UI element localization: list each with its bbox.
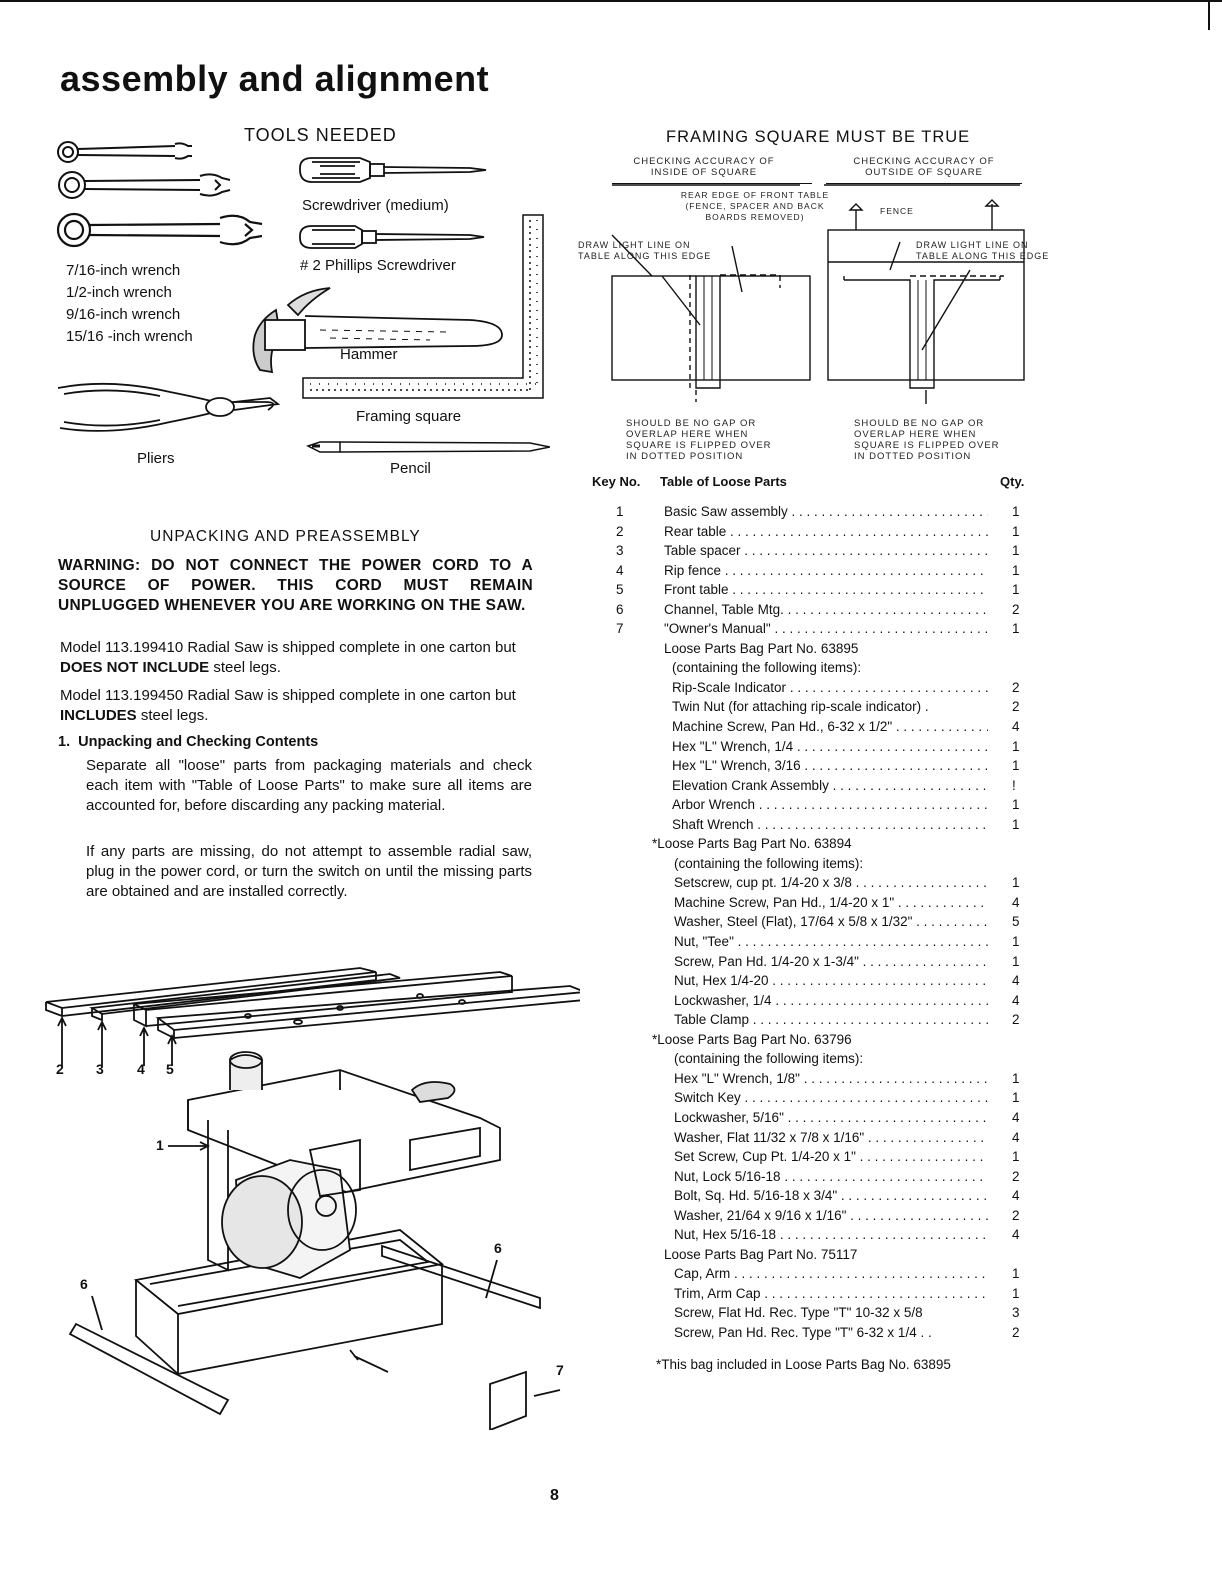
row-label: Table spacer . . . — [664, 541, 988, 561]
note-line: OVERLAP HERE WHEN — [854, 429, 977, 440]
table-row — [592, 600, 1032, 620]
caption-line: CHECKING ACCURACY OF — [853, 156, 995, 167]
caption-line: OUTSIDE OF SQUARE — [865, 167, 983, 178]
row-qty: 4 — [1012, 1227, 1020, 1243]
row-qty: 1 — [1012, 953, 1020, 969]
pliers-icon — [58, 384, 278, 431]
table-row — [592, 502, 1032, 522]
row-label: Screw, Pan Hd. Rec. Type "T" 6-32 x 1/4 . . — [674, 1324, 932, 1340]
row-qty: 4 — [1012, 973, 1020, 989]
table-row — [592, 1069, 1032, 1089]
pencil-icon — [308, 442, 550, 452]
row-qty: 4 — [1012, 719, 1020, 735]
table-row — [592, 678, 1032, 698]
row-label: (containing the following items): — [672, 660, 862, 676]
row-qty: 4 — [1012, 1129, 1020, 1145]
table-row — [592, 991, 1032, 1011]
row-label: Front table . . . — [664, 580, 988, 600]
row-qty: 1 — [1012, 1149, 1020, 1165]
phillips-screwdriver-icon — [300, 226, 484, 248]
step-number: 1. — [58, 734, 71, 750]
table-row — [592, 541, 1032, 561]
row-qty: 1 — [1012, 543, 1020, 559]
row-qty: 1 — [1012, 562, 1020, 578]
table-header — [592, 474, 1032, 489]
model-410-paragraph — [60, 638, 534, 678]
row-label: Washer, Flat 11/32 x 7/8 x 1/16" . . . — [674, 1128, 988, 1148]
row-qty: 4 — [1012, 1109, 1020, 1125]
table-row — [592, 756, 1032, 776]
fence-label: FENCE — [880, 206, 914, 216]
wrench-label: 15/16 -inch wrench — [66, 328, 193, 345]
table-row — [592, 952, 1032, 972]
row-qty: 1 — [1012, 797, 1020, 813]
row-label: *Loose Parts Bag Part No. 63796 — [652, 1031, 852, 1047]
note-line: BOARDS REMOVED) — [705, 212, 805, 222]
row-label: Hex "L" Wrench, 3/16 . . . — [672, 756, 988, 776]
step-heading — [58, 734, 318, 750]
key-header: Key No. — [592, 474, 641, 489]
screwdriver-icon — [300, 158, 486, 182]
row-label: Machine Screw, Pan Hd., 6-32 x 1/2" . . . — [672, 717, 988, 737]
row-key: 4 — [616, 562, 624, 578]
row-label: Arbor Wrench . . . — [672, 795, 988, 815]
row-label: Trim, Arm Cap . . . — [674, 1284, 988, 1304]
row-label: Bolt, Sq. Hd. 5/16-18 x 3/4" . . . — [674, 1186, 988, 1206]
row-label: Table Clamp . . . — [674, 1010, 988, 1030]
callout-6-left: 6 — [80, 1276, 88, 1292]
model-450-paragraph — [60, 686, 534, 726]
callout-4: 4 — [137, 1061, 145, 1077]
note-line: SHOULD BE NO GAP OR — [626, 418, 757, 429]
para-text: Model 113.199410 Radial Saw is shipped complete in one carton but — [60, 639, 516, 656]
table-row — [592, 1167, 1032, 1187]
table-row — [592, 1245, 1032, 1265]
table-row — [592, 737, 1032, 757]
row-label: Loose Parts Bag Part No. 63895 — [664, 640, 859, 656]
note-line: DRAW LIGHT LINE ON — [578, 240, 691, 250]
saw-exploded-illustration — [40, 960, 580, 1430]
row-qty: 1 — [1012, 738, 1020, 754]
callout-3: 3 — [96, 1061, 104, 1077]
table-row — [592, 522, 1032, 542]
table-row — [592, 658, 1032, 678]
row-label: Washer, 21/64 x 9/16 x 1/16" . . . — [674, 1206, 988, 1226]
callout-7: 7 — [556, 1362, 564, 1378]
table-row — [592, 834, 1032, 854]
row-label: Channel, Table Mtg. . . . — [664, 600, 988, 620]
table-row — [592, 1030, 1032, 1050]
para-emphasis: DOES NOT INCLUDE — [60, 659, 210, 676]
row-key: 3 — [616, 543, 624, 559]
qty-header: Qty. — [1000, 474, 1025, 489]
step-paragraph-1: Separate all "loose" parts from packaging materials and check each item with "Table of Loose Parts" to make sure all items are accounted for, before discarding any packing material. — [86, 757, 532, 814]
framing-heading: FRAMING SQUARE MUST BE TRUE — [666, 128, 971, 146]
row-qty: 5 — [1012, 914, 1020, 930]
row-label: "Owner's Manual" . . . — [664, 619, 988, 639]
table-row — [592, 776, 1032, 796]
gap-note-right — [854, 418, 1000, 462]
note-line: IN DOTTED POSITION — [854, 451, 972, 462]
row-qty: 1 — [1012, 1070, 1020, 1086]
row-label: Nut, "Tee" . . . — [674, 932, 988, 952]
top-rule — [0, 0, 1222, 2]
row-key: 7 — [616, 621, 624, 637]
row-label: Lockwasher, 5/16" . . . — [674, 1108, 988, 1128]
row-key: 2 — [616, 523, 624, 539]
inside-caption — [624, 156, 784, 178]
row-label: Hex "L" Wrench, 1/4 . . . — [672, 737, 988, 757]
table-row — [592, 1147, 1032, 1167]
row-label: Elevation Crank Assembly . . . — [672, 776, 988, 796]
table-row — [592, 580, 1032, 600]
row-label: Machine Screw, Pan Hd., 1/4-20 x 1" . . . — [674, 893, 988, 913]
caption-line: INSIDE OF SQUARE — [650, 167, 758, 178]
row-qty: 2 — [1012, 1207, 1020, 1223]
step-title: Unpacking and Checking Contents — [78, 734, 319, 750]
row-qty: 3 — [1012, 1305, 1020, 1321]
outside-caption — [844, 156, 1004, 178]
row-qty: 2 — [1012, 1168, 1020, 1184]
note-line: IN DOTTED POSITION — [626, 451, 744, 462]
row-qty: 2 — [1012, 1012, 1020, 1028]
row-label: Nut, Hex 1/4-20 . . . — [674, 971, 988, 991]
table-row — [592, 1186, 1032, 1206]
wrench-labels — [66, 260, 193, 348]
para-text: steel legs. — [209, 659, 281, 676]
table-row — [592, 912, 1032, 932]
pliers-label: Pliers — [137, 450, 175, 467]
note-line: (FENCE, SPACER AND BACK — [685, 201, 825, 211]
pencil-label: Pencil — [390, 460, 431, 477]
row-label: (containing the following items): — [674, 855, 864, 871]
row-label: Setscrew, cup pt. 1/4-20 x 3/8 . . . — [674, 873, 988, 893]
row-qty: 1 — [1012, 816, 1020, 832]
wrench-icon — [59, 172, 230, 198]
row-label: Screw, Pan Hd. 1/4-20 x 1-3/4" . . . — [674, 952, 988, 972]
row-qty: ! — [1012, 777, 1016, 793]
hammer-label: Hammer — [340, 346, 398, 363]
note-line: REAR EDGE OF FRONT TABLE — [680, 190, 830, 200]
page-number: 8 — [550, 1487, 559, 1504]
note-line: TABLE ALONG THIS EDGE — [916, 251, 1050, 261]
table-row — [592, 1108, 1032, 1128]
table-row — [592, 1128, 1032, 1148]
row-key: 1 — [616, 504, 624, 519]
table-row — [592, 815, 1032, 835]
tools-heading: TOOLS NEEDED — [244, 125, 397, 145]
row-label: Hex "L" Wrench, 1/8" . . . — [674, 1069, 988, 1089]
row-label: Switch Key . . . — [674, 1088, 988, 1108]
row-label: Nut, Hex 5/16-18 . . . — [674, 1225, 988, 1245]
note-line: SQUARE IS FLIPPED OVER — [854, 440, 1000, 451]
callout-2: 2 — [56, 1061, 64, 1077]
framing-square-icon — [303, 215, 543, 398]
row-qty: 1 — [1012, 621, 1020, 637]
callout-1: 1 — [156, 1137, 164, 1153]
caption-line: CHECKING ACCURACY OF — [633, 156, 775, 167]
row-label: *Loose Parts Bag Part No. 63894 — [652, 836, 852, 852]
row-qty: 1 — [1012, 758, 1020, 774]
table-row — [592, 932, 1032, 952]
row-qty: 2 — [1012, 601, 1020, 617]
unpacking-heading: UNPACKING AND PREASSEMBLY — [150, 528, 421, 545]
row-qty: 4 — [1012, 1188, 1020, 1204]
row-label: Twin Nut (for attaching rip-scale indicator) . — [672, 699, 929, 715]
row-qty: 1 — [1012, 582, 1020, 598]
table-row — [592, 1049, 1032, 1069]
row-label: Set Screw, Cup Pt. 1/4-20 x 1" . . . — [674, 1147, 988, 1167]
table-row — [592, 697, 1032, 717]
row-qty: 1 — [1012, 1090, 1020, 1106]
table-row — [592, 639, 1032, 659]
table-row — [592, 893, 1032, 913]
framing-square-label: Framing square — [356, 408, 462, 425]
row-qty: 1 — [1012, 875, 1020, 891]
table-row — [592, 717, 1032, 737]
step-paragraph-2: If any parts are missing, do not attempt to assemble radial saw, plug in the power cord, or turn the switch on until the missing parts are obtained and are installed correctly. — [86, 843, 532, 900]
row-qty: 2 — [1012, 1324, 1020, 1340]
wrench-label: 9/16-inch wrench — [66, 306, 181, 323]
callout-6-right: 6 — [494, 1240, 502, 1256]
row-label: Cap, Arm . . . — [674, 1264, 988, 1284]
row-qty: 1 — [1012, 1266, 1020, 1282]
page-title: assembly and alignment — [60, 58, 490, 99]
framing-rule-left — [612, 183, 812, 184]
para-text: steel legs. — [136, 707, 209, 724]
wrench-label: 1/2-inch wrench — [66, 284, 172, 301]
para-text: Model 113.199450 Radial Saw is shipped complete in one carton but — [60, 687, 516, 704]
table-row — [592, 854, 1032, 874]
table-row — [592, 971, 1032, 991]
para-emphasis: INCLUDES — [60, 707, 137, 724]
row-label: Rear table . . . — [664, 522, 988, 542]
table-row — [592, 1264, 1032, 1284]
gap-note-left — [626, 418, 772, 462]
note-line: SQUARE IS FLIPPED OVER — [626, 440, 772, 451]
table-row — [592, 561, 1032, 581]
phillips-label: # 2 Phillips Screwdriver — [300, 257, 456, 274]
row-qty: 1 — [1012, 523, 1020, 539]
table-row — [592, 1323, 1032, 1343]
table-title-header: Table of Loose Parts — [660, 474, 787, 489]
table-row — [592, 1225, 1032, 1245]
row-qty: 4 — [1012, 894, 1020, 910]
row-label: Loose Parts Bag Part No. 75117 — [664, 1246, 858, 1262]
note-line: OVERLAP HERE WHEN — [626, 429, 749, 440]
row-qty: 1 — [1012, 504, 1020, 519]
warning-text: WARNING: DO NOT CONNECT THE POWER CORD TO A SOURCE OF POWER. THIS CORD MUST REMAIN UNPLUGGED WHENEVER YOU ARE WORKING ON THE SAW. — [58, 557, 533, 614]
table-row — [592, 1088, 1032, 1108]
row-qty: 4 — [1012, 992, 1020, 1008]
row-label: Washer, Steel (Flat), 17/64 x 5/8 x 1/32" . . . — [674, 912, 988, 932]
row-label: (containing the following items): — [674, 1051, 864, 1067]
row-label: Basic Saw assembly . . . — [664, 502, 988, 522]
wrench-label: 7/16-inch wrench — [66, 262, 181, 279]
note-line: SHOULD BE NO GAP OR — [854, 418, 985, 429]
row-label: Lockwasher, 1/4 . . . — [674, 991, 988, 1011]
row-label: Screw, Flat Hd. Rec. Type "T" 10-32 x 5/8 — [674, 1305, 923, 1321]
framing-rule-right — [826, 183, 1022, 184]
table-row — [592, 1284, 1032, 1304]
table-row — [592, 619, 1032, 639]
row-qty: 1 — [1012, 1285, 1020, 1301]
row-label: Rip fence . . . — [664, 561, 988, 581]
row-key: 5 — [616, 582, 624, 598]
table-row — [592, 1010, 1032, 1030]
table-row — [592, 795, 1032, 815]
row-label: Nut, Lock 5/16-18 . . . — [674, 1167, 988, 1187]
right-rule — [1208, 0, 1210, 30]
screwdriver-label: Screwdriver (medium) — [302, 197, 449, 214]
wrench-icon — [58, 214, 262, 246]
row-qty: 2 — [1012, 679, 1020, 695]
note-line: DRAW LIGHT LINE ON — [916, 240, 1029, 250]
loose-parts-table — [592, 502, 1032, 1343]
row-qty: 1 — [1012, 934, 1020, 950]
callout-5: 5 — [166, 1061, 174, 1077]
table-row — [592, 873, 1032, 893]
table-row — [592, 1303, 1032, 1323]
row-label: Rip-Scale Indicator . . . — [672, 678, 988, 698]
table-row — [592, 1206, 1032, 1226]
framing-square-diagram — [600, 180, 1040, 420]
row-key: 6 — [616, 601, 624, 617]
row-qty: 2 — [1012, 699, 1020, 715]
table-footnote: *This bag included in Loose Parts Bag No. 63895 — [656, 1357, 951, 1372]
note-line: TABLE ALONG THIS EDGE — [578, 251, 712, 261]
row-label: Shaft Wrench . . . — [672, 815, 988, 835]
wrench-icon — [58, 142, 192, 162]
